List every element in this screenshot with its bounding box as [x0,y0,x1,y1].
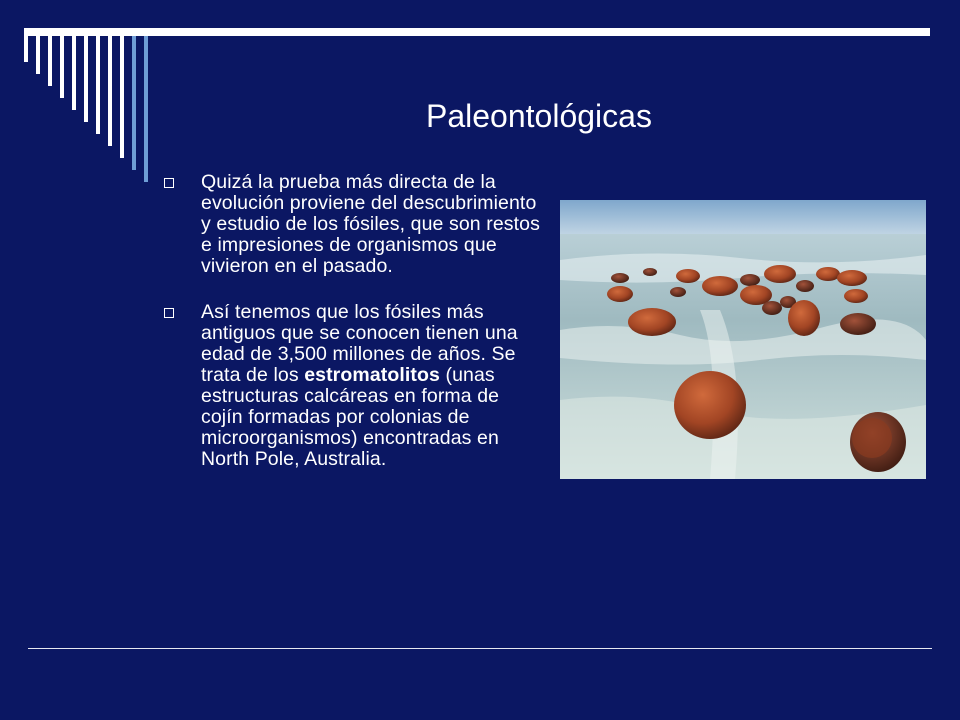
bottom-divider [28,648,932,649]
corner-stripes-decoration [0,0,200,200]
stromatolites-photo [560,200,926,479]
bullet-item [164,172,544,277]
bullet-text: Quizá la prueba más directa de la evolución proviene del descubrimiento y estudio de los fósiles, que son restos e impresiones de organismos que vivieron en el pasado. [201,171,540,277]
bullet-text [201,302,544,470]
hollow-square-icon [164,308,174,318]
bullet-text-part: (unas estructuras calcáreas en forma de cojín formadas por colonias de microorganismos) encontradas en North Pole, Australia. [201,364,500,470]
bullet-text-part: Así tenemos que los fósiles más antiguos que se conocen tienen una edad de 3,500 millones de años. Se trata de los [201,301,518,386]
bullet-bold-term: estromatolitos [304,364,440,386]
bullet-item [164,302,544,470]
hollow-square-icon [164,178,174,188]
slide-title: Paleontológicas [426,98,652,134]
bullet-list [164,172,544,495]
